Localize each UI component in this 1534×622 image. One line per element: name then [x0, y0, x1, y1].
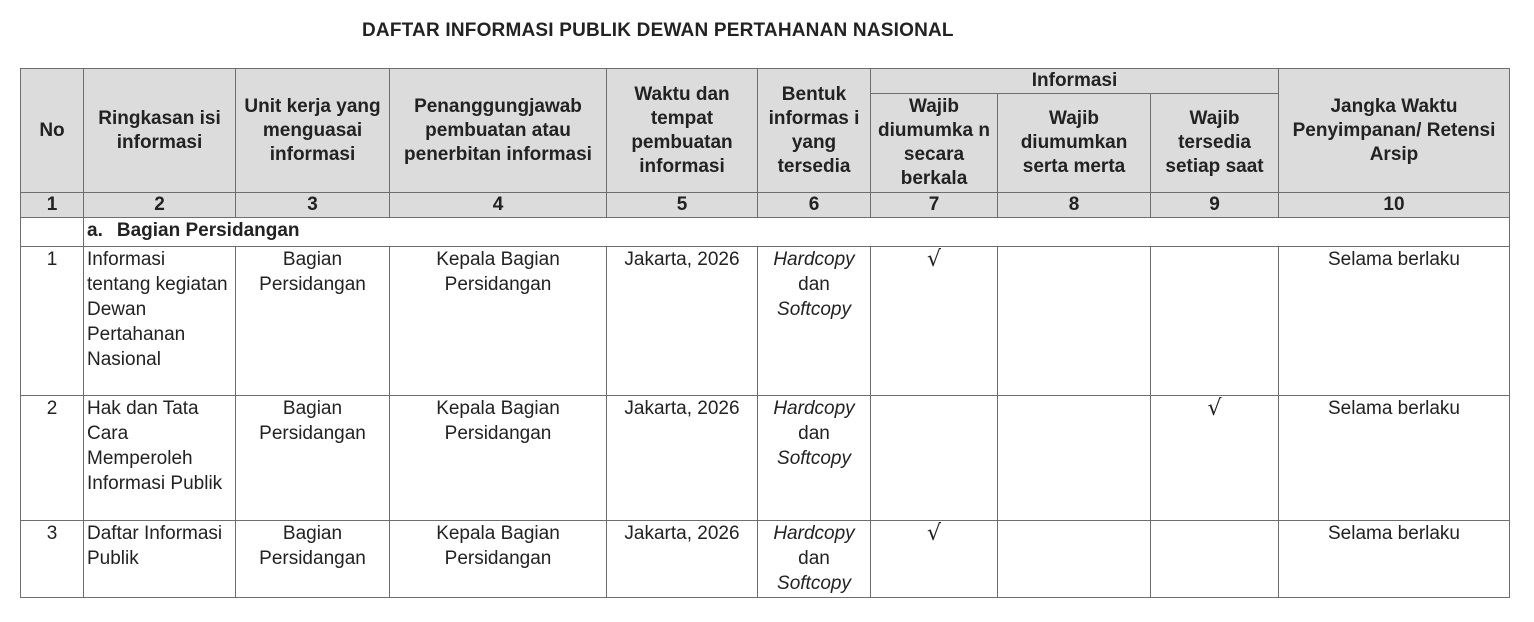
row-number: 2 [21, 396, 84, 521]
table-row [21, 247, 1510, 396]
row-bentuk [758, 247, 871, 396]
bentuk-softcopy: Softcopy [777, 299, 851, 320]
check-berkala [871, 396, 998, 521]
bentuk-hardcopy: Hardcopy [773, 398, 855, 419]
row-unit-kerja: Bagian Persidangan [236, 396, 390, 521]
header-jangka-waktu: Jangka Waktu Penyimpanan/ Retensi Arsip [1279, 69, 1510, 193]
check-serta-merta [998, 247, 1151, 396]
header-no: No [21, 69, 84, 193]
bentuk-softcopy: Softcopy [777, 573, 851, 594]
section-name: Bagian Persidangan [116, 220, 300, 241]
header-penanggungjawab: Penanggungjawab pembuatan atau penerbitan informasi [390, 69, 607, 193]
row-waktu-tempat: Jakarta, 2026 [607, 247, 758, 396]
check-setiap-saat [1151, 247, 1279, 396]
row-bentuk [758, 396, 871, 521]
table-row [21, 521, 1510, 598]
column-number-row [21, 193, 1510, 218]
header-wajib-setiap-saat: Wajib tersedia setiap saat [1151, 94, 1279, 193]
row-penanggungjawab: Kepala Bagian Persidangan [390, 247, 607, 396]
row-number: 1 [21, 247, 84, 396]
row-jangka-waktu: Selama berlaku [1279, 396, 1510, 521]
check-setiap-saat: √ [1151, 396, 1279, 521]
row-penanggungjawab: Kepala Bagian Persidangan [390, 521, 607, 598]
section-letter: a. [87, 220, 103, 241]
header-informasi-group: Informasi [871, 69, 1279, 94]
column-number: 5 [607, 193, 758, 218]
column-number: 10 [1279, 193, 1510, 218]
column-number: 1 [21, 193, 84, 218]
header-wajib-berkala: Wajib diumumka n secara berkala [871, 94, 998, 193]
row-ringkasan: Informasi tentang kegiatan Dewan Pertahanan Nasional [84, 247, 236, 396]
row-number: 3 [21, 521, 84, 598]
row-jangka-waktu: Selama berlaku [1279, 521, 1510, 598]
header-ringkasan: Ringkasan isi informasi [84, 69, 236, 193]
bentuk-hardcopy: Hardcopy [773, 523, 855, 544]
check-setiap-saat [1151, 521, 1279, 598]
row-ringkasan: Hak dan Tata Cara Memperoleh Informasi Publik [84, 396, 236, 521]
header-row [21, 69, 1510, 94]
column-number: 3 [236, 193, 390, 218]
header-wajib-serta-merta: Wajib diumumkan serta merta [998, 94, 1151, 193]
column-number: 9 [1151, 193, 1279, 218]
bentuk-dan: dan [798, 423, 830, 444]
row-jangka-waktu: Selama berlaku [1279, 247, 1510, 396]
column-number: 4 [390, 193, 607, 218]
header-waktu-tempat: Waktu dan tempat pembuatan informasi [607, 69, 758, 193]
column-number: 2 [84, 193, 236, 218]
table-row [21, 396, 1510, 521]
header-unit-kerja: Unit kerja yang menguasai informasi [236, 69, 390, 193]
header-bentuk: Bentuk informas i yang tersedia [758, 69, 871, 193]
row-bentuk [758, 521, 871, 598]
row-unit-kerja: Bagian Persidangan [236, 247, 390, 396]
column-number: 7 [871, 193, 998, 218]
bentuk-dan: dan [798, 274, 830, 295]
check-serta-merta [998, 521, 1151, 598]
column-number: 6 [758, 193, 871, 218]
row-waktu-tempat: Jakarta, 2026 [607, 521, 758, 598]
document-title: DAFTAR INFORMASI PUBLIK DEWAN PERTAHANAN NASIONAL [362, 20, 954, 41]
section-heading [84, 218, 1510, 247]
check-serta-merta [998, 396, 1151, 521]
check-berkala: √ [871, 247, 998, 396]
column-number: 8 [998, 193, 1151, 218]
bentuk-hardcopy: Hardcopy [773, 249, 855, 270]
row-waktu-tempat: Jakarta, 2026 [607, 396, 758, 521]
check-berkala: √ [871, 521, 998, 598]
public-information-table [20, 68, 1510, 598]
section-row [21, 218, 1510, 247]
bentuk-dan: dan [798, 548, 830, 569]
bentuk-softcopy: Softcopy [777, 448, 851, 469]
row-unit-kerja: Bagian Persidangan [236, 521, 390, 598]
row-penanggungjawab: Kepala Bagian Persidangan [390, 396, 607, 521]
row-ringkasan: Daftar Informasi Publik [84, 521, 236, 598]
